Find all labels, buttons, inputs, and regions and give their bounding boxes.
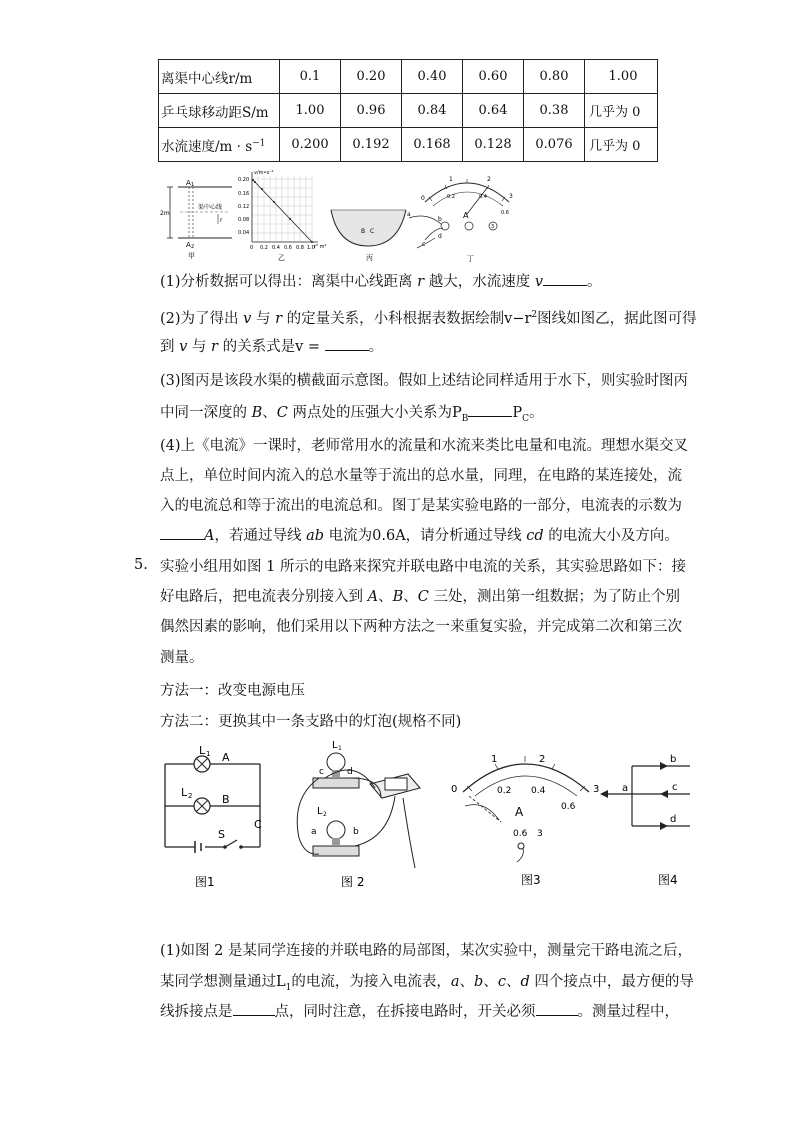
- figure-2-apparatus: [285, 738, 425, 894]
- svg-text:2: 2: [188, 792, 193, 800]
- figure-caption: 乙: [278, 254, 285, 262]
- svg-text:0: 0: [451, 784, 458, 795]
- svg-text:2: 2: [191, 244, 195, 250]
- svg-text:L: L: [332, 740, 338, 751]
- svg-text:0.2: 0.2: [447, 194, 455, 200]
- figure-caption: 图4: [658, 873, 678, 887]
- ammeter-unit: A: [463, 211, 469, 220]
- svg-text:2: 2: [539, 754, 546, 765]
- q4-part2-line2: 到 v 与 r 的关系式是v = 。: [160, 339, 384, 355]
- table-row: [159, 60, 658, 94]
- table-row: [159, 94, 658, 128]
- svg-text:0.4: 0.4: [479, 194, 487, 200]
- svg-text:0.4: 0.4: [272, 245, 280, 251]
- point-a: A: [222, 751, 230, 764]
- q5-line2: 好电路后，把电流表分别接入到 A、B、C 三处，测出第一组数据；为了防止个别: [160, 589, 680, 605]
- answer-blank[interactable]: [233, 1015, 275, 1016]
- row-label: 乒乓球移动距S/m: [159, 94, 280, 128]
- method-two: 方法二：更换其中一条支路中的灯泡(规格不同): [160, 714, 462, 730]
- label-a2: A: [186, 241, 191, 249]
- svg-text:3: 3: [593, 784, 600, 795]
- figure-caption: 图3: [521, 873, 541, 887]
- figure-1-circuit: [155, 744, 275, 894]
- figure-caption: 丁: [467, 255, 474, 263]
- answer-blank[interactable]: [160, 539, 204, 540]
- svg-text:0.8: 0.8: [296, 245, 304, 251]
- svg-text:3: 3: [509, 193, 513, 200]
- q5-line3: 偶然因素的影响，他们采用以下两种方法之一来重复实验，并完成第二次和第三次: [160, 619, 682, 635]
- svg-text:r: r: [220, 217, 223, 224]
- table-cell: 0.40: [402, 60, 463, 94]
- svg-text:0.2: 0.2: [497, 786, 512, 796]
- table-cell: 1.00: [280, 94, 341, 128]
- svg-text:d: d: [347, 767, 353, 777]
- point-b: B: [222, 793, 230, 806]
- q4-part2-line1: (2)为了得出 v 与 r 的定量关系，小科根据表数据绘制$v-r^2$图线如图乙，据此图可得: [160, 310, 697, 327]
- table-cell: 0.200: [280, 128, 341, 162]
- svg-text:2: 2: [323, 811, 327, 818]
- q5-sub1-line3: 线拆接点是 点，同时注意，在拆接电路时，开关必须 。测量过程中，: [160, 1004, 679, 1020]
- table-cell: 0.38: [524, 94, 585, 128]
- svg-text:0.20: 0.20: [238, 177, 250, 183]
- figure-3-ammeter: [445, 744, 605, 894]
- svg-text:b: b: [353, 827, 359, 837]
- answer-blank[interactable]: [325, 350, 369, 351]
- table-cell: 0.192: [341, 128, 402, 162]
- label-a1: A: [186, 179, 191, 187]
- table-cell: 0.168: [402, 128, 463, 162]
- svg-text:d: d: [438, 233, 442, 240]
- x-axis-label: r² m²: [314, 244, 327, 250]
- table-cell: 0.128: [463, 128, 524, 162]
- q4-part3-line2: 中同一深度的 B、C 两点处的压强大小关系为$P_B$ $P_C$。: [160, 405, 544, 424]
- svg-text:1: 1: [449, 176, 453, 183]
- q4-part3-line1: (3)图丙是该段水渠的横截面示意图。假如上述结论同样适用于水下，则实验时图丙: [160, 373, 689, 389]
- svg-text:1: 1: [338, 745, 342, 752]
- q4-part1: (1)分析数据可以得出：离渠中心线距离 r 越大，水流速度 v 。: [160, 274, 602, 290]
- svg-text:0.6: 0.6: [284, 245, 292, 251]
- figure-caption: 图1: [195, 875, 215, 889]
- svg-text:0: 0: [421, 195, 425, 202]
- svg-text:3: 3: [537, 829, 543, 839]
- point-b: B: [361, 228, 366, 235]
- question-number: 5.: [134, 557, 148, 573]
- answer-blank[interactable]: [543, 285, 587, 286]
- figure-4-junction: [600, 744, 692, 894]
- table-cell: 几乎为 0: [585, 128, 658, 162]
- svg-text:1.0: 1.0: [307, 245, 315, 251]
- svg-text:1: 1: [206, 750, 211, 758]
- label-l2: L: [181, 786, 188, 799]
- svg-text:0.6: 0.6: [513, 829, 528, 839]
- figure-caption: 图 2: [341, 875, 365, 889]
- table-cell: 0.80: [524, 60, 585, 94]
- svg-text:a: a: [407, 211, 411, 218]
- table-cell: 0.64: [463, 94, 524, 128]
- figure-jia-channel: [160, 176, 235, 260]
- svg-text:0.16: 0.16: [238, 191, 250, 197]
- table-cell: 几乎为 0: [585, 94, 658, 128]
- svg-text:3: 3: [491, 224, 495, 230]
- table-cell: 0.20: [341, 60, 402, 94]
- svg-text:b: b: [438, 216, 442, 223]
- svg-text:0.4: 0.4: [531, 786, 546, 796]
- point-c: C: [370, 228, 375, 235]
- svg-text:0.08: 0.08: [238, 217, 250, 223]
- data-table: [158, 59, 658, 162]
- q4-part4-line3: 入的电流总和等于流出的电流总和。图丁是某实验电路的一部分，电流表的示数为: [160, 498, 682, 514]
- q4-part4-line4: A，若通过导线 ab 电流为0.6A，请分析通过导线 cd 的电流大小及方向。: [160, 526, 679, 546]
- y-axis-label: v/m•s⁻¹: [254, 170, 274, 176]
- svg-text:2: 2: [487, 176, 491, 183]
- q5-sub1-line2: 某同学想测量通过$L_1$的电流，为接入电流表，a、b、c、d 四个接点中，最方便的导: [160, 974, 694, 993]
- svg-text:0: 0: [250, 245, 254, 251]
- svg-text:L: L: [317, 806, 323, 817]
- method-one: 方法一：改变电源电压: [160, 683, 305, 699]
- answer-blank[interactable]: [536, 1015, 578, 1016]
- q5-line1: 实验小组用如图 1 所示的电路来探究并联电路中电流的关系，其实验思路如下：接: [160, 559, 686, 575]
- svg-text:c: c: [422, 241, 426, 248]
- q4-part4-line1: (4)上《电流》一课时，老师常用水的流量和水流来类比电量和电流。理想水渠交叉: [160, 438, 689, 454]
- svg-text:a: a: [622, 783, 629, 794]
- row-label: 离渠中心线r/m: [159, 60, 280, 94]
- svg-text:1: 1: [491, 754, 498, 765]
- center-line-label: 渠中心线: [198, 204, 223, 211]
- table-cell: 0.60: [463, 60, 524, 94]
- q5-line4: 测量。: [160, 650, 204, 666]
- switch-s: S: [218, 828, 225, 841]
- svg-text:0.6: 0.6: [501, 210, 509, 216]
- table-cell: 0.076: [524, 128, 585, 162]
- label-l1: L: [199, 744, 206, 757]
- table-row: [159, 128, 658, 162]
- svg-text:0.04: 0.04: [238, 230, 250, 236]
- figure-caption: 丙: [366, 254, 373, 262]
- svg-text:b: b: [670, 754, 677, 765]
- svg-text:1: 1: [191, 182, 195, 188]
- svg-text:0.6: 0.6: [561, 802, 576, 812]
- answer-blank[interactable]: [468, 416, 512, 417]
- width-label: 2m: [160, 210, 170, 217]
- table-cell: 1.00: [585, 60, 658, 94]
- svg-text:a: a: [311, 827, 317, 837]
- table-cell: 0.1: [280, 60, 341, 94]
- svg-text:d: d: [670, 814, 677, 825]
- table-cell: 0.84: [402, 94, 463, 128]
- svg-text:c: c: [672, 782, 678, 793]
- figure-ding-ammeter: [405, 168, 525, 263]
- q4-part4-line2: 点上，单位时间内流入的总水量等于流出的总水量，同理，在电路的某连接处，流: [160, 468, 682, 484]
- q5-sub1-line1: (1)如图 2 是某同学连接的并联电路的局部图，某次实验中，测量完干路电流之后，: [160, 943, 692, 959]
- row-label: 水流速度$/m \cdot s^{-1}$: [159, 128, 280, 162]
- svg-text:0.12: 0.12: [238, 204, 250, 210]
- ammeter-unit: A: [515, 805, 524, 819]
- point-c: C: [254, 818, 262, 831]
- svg-text:c: c: [319, 767, 324, 777]
- figure-caption: 甲: [188, 252, 195, 260]
- figure-bing-cross-section: [328, 200, 410, 262]
- svg-text:0.2: 0.2: [260, 245, 268, 251]
- table-cell: 0.96: [341, 94, 402, 128]
- figure-yi-graph: [234, 168, 329, 262]
